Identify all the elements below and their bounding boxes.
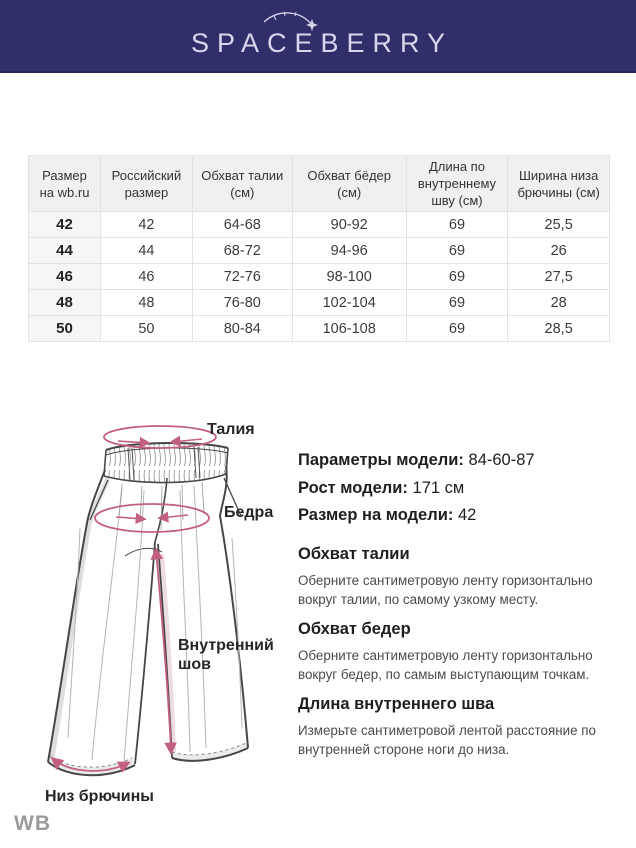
cell-hips: 94-96: [292, 238, 406, 264]
waist-measure-section: [298, 545, 614, 610]
model-size-line: [298, 502, 614, 530]
header-row: [29, 156, 610, 212]
column-header-ru-size: Российский размер: [101, 156, 193, 212]
cell-waist: 76-80: [192, 290, 292, 316]
cell-hips: 90-92: [292, 212, 406, 238]
cell-inseam: 69: [406, 212, 508, 238]
inseam-section-title: Длина внутреннего шва: [298, 694, 495, 713]
cell-hem-width: 25,5: [508, 212, 610, 238]
column-header-hips: Обхват бёдер (см): [292, 156, 406, 212]
table-row: [29, 316, 610, 342]
cell-wb-size: 42: [29, 212, 101, 238]
cell-ru-size: 50: [101, 316, 193, 342]
table-row: [29, 264, 610, 290]
column-header-hem-width: Ширина низа брючины (см): [508, 156, 610, 212]
cell-hem-width: 26: [508, 238, 610, 264]
waist-label: Талия: [207, 421, 255, 438]
brand-header: [0, 0, 636, 73]
hips-measure-ellipse: [95, 504, 209, 532]
hem-label: Низ брючины: [45, 788, 154, 805]
cell-ru-size: 44: [101, 238, 193, 264]
cell-wb-size: 50: [29, 316, 101, 342]
cell-ru-size: 48: [101, 290, 193, 316]
model-size-value: 42: [457, 506, 477, 524]
model-parameters-value: 84-60-87: [468, 451, 535, 469]
inseam-section-text: Измерьте сантиметровой лентой расстояние по внутренней стороне ноги до низа.: [298, 722, 596, 757]
inseam-label: Внутренний шов: [178, 637, 274, 673]
table-row: [29, 290, 610, 316]
hips-section-text: Оберните сантиметровую ленту горизонтально вокруг бедер, по самым выступающим точкам.: [298, 647, 593, 682]
brand-logo: [0, 0, 636, 71]
model-height-line: [298, 475, 614, 503]
inseam-measure-section: [298, 695, 614, 760]
size-table-body: [29, 212, 610, 342]
model-parameters-line: [298, 447, 614, 475]
pants-diagram: [22, 408, 272, 798]
wb-watermark: WB: [14, 812, 51, 835]
waist-section-title: Обхват талии: [298, 544, 410, 563]
cell-hips: 98-100: [292, 264, 406, 290]
cell-wb-size: 46: [29, 264, 101, 290]
cell-hem-width: 27,5: [508, 264, 610, 290]
column-header-wb-size: Размер на wb.ru: [29, 156, 101, 212]
table-row: [29, 238, 610, 264]
cell-hem-width: 28: [508, 290, 610, 316]
brand-logo-text: SPACEBERRY: [190, 28, 454, 58]
cell-waist: 72-76: [192, 264, 292, 290]
cell-hips: 102-104: [292, 290, 406, 316]
model-size-label: Размер на модели:: [298, 506, 454, 524]
model-height-label: Рост модели:: [298, 478, 408, 497]
cell-ru-size: 46: [101, 264, 193, 290]
column-header-inseam: Длина по внутреннему шву (см): [406, 156, 508, 212]
hips-section-title: Обхват бедер: [298, 619, 411, 638]
model-info: [298, 447, 614, 530]
waist-section-text: Оберните сантиметровую ленту горизонтально вокруг талии, по самому узкому месту.: [298, 572, 593, 607]
cell-ru-size: 42: [101, 212, 193, 238]
cell-hem-width: 28,5: [508, 316, 610, 342]
cell-waist: 80-84: [192, 316, 292, 342]
table-row: [29, 212, 610, 238]
measurement-info-column: [298, 447, 614, 770]
measure-instructions: [298, 545, 614, 760]
model-parameters-label: Параметры модели:: [298, 451, 464, 469]
cell-waist: 64-68: [192, 212, 292, 238]
cell-wb-size: 48: [29, 290, 101, 316]
size-table: [28, 155, 610, 342]
column-header-waist: Обхват талии (см): [192, 156, 292, 212]
cell-hips: 106-108: [292, 316, 406, 342]
cell-inseam: 69: [406, 264, 508, 290]
hips-label: Бедра: [224, 504, 274, 521]
cell-inseam: 69: [406, 290, 508, 316]
hips-measure-section: [298, 620, 614, 685]
cell-inseam: 69: [406, 316, 508, 342]
cell-wb-size: 44: [29, 238, 101, 264]
size-table-head: [29, 156, 610, 212]
model-height-value: 171 см: [412, 478, 465, 497]
cell-inseam: 69: [406, 238, 508, 264]
cell-waist: 68-72: [192, 238, 292, 264]
